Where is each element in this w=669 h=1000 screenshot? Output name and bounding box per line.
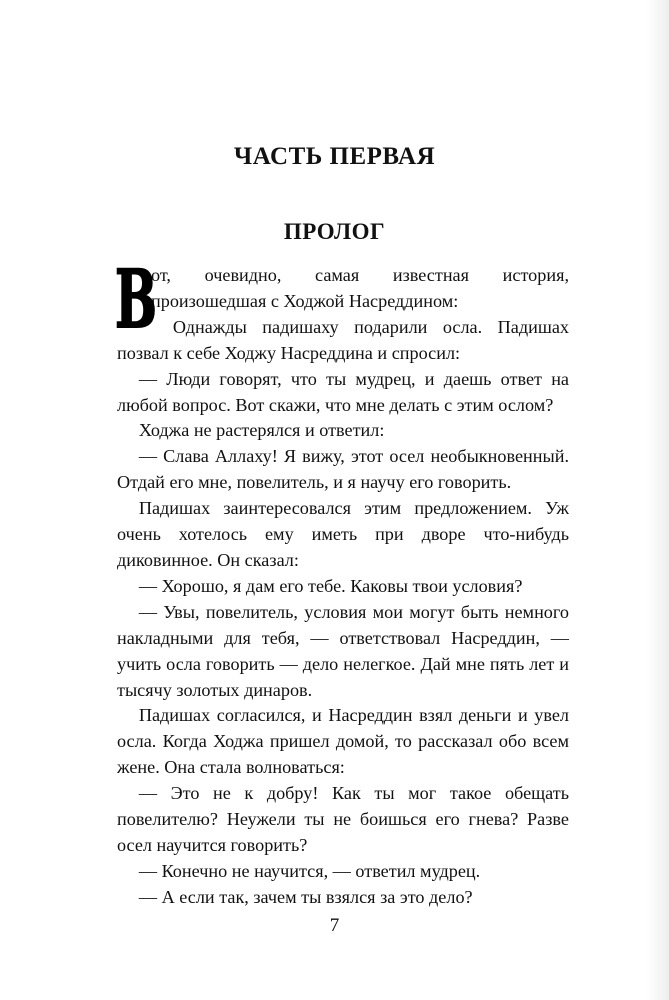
paragraph-9: Падишах согласился, и Насреддин взял деньги и увел осла. Когда Ходжа пришел домой, то рассказал обо всем жене. Она стала волноваться: xyxy=(117,705,569,778)
paragraph-3: — Люди говорят, что ты мудрец, и даешь ответ на любой вопрос. Вот скажи, что мне делать с этим ослом? xyxy=(117,368,569,415)
paragraph-4: Ходжа не растерялся и ответил: xyxy=(138,420,385,441)
paragraph-2: Однажды падишаху подарили осла. Падишах позвал к себе Ходжу Насреддина и спросил: xyxy=(117,316,569,363)
page-number: 7 xyxy=(329,915,340,936)
paragraph-text: от, очевидно, самая известная история, произошедшая с Ходжой Насреддином: xyxy=(151,265,569,311)
paragraph-8: — Увы, повелитель, условия мои могут быть немного накладными для тебя, — ответствовал Насреддин, — учить осла говорить — дело нелегкое. Дай мне пять лет и тысячу золотых динаров. xyxy=(117,601,569,700)
drop-cap-letter: В xyxy=(115,252,157,346)
paragraph-10: — Это не к добру! Как ты мог такое обещать повелителю? Неужели ты не боишься его гнева? Разве осел научится говорить? xyxy=(117,783,569,855)
paragraph-7: — Хорошо, я дам его тебе. Каковы твои условия? xyxy=(138,575,523,596)
chapter-body xyxy=(115,252,569,911)
paragraph-5: — Слава Аллаху! Я вижу, этот осел необыкновенный. Отдай его мне, повелитель, и я научу его говорить. xyxy=(117,446,569,493)
chapter-title: ПРОЛОГ xyxy=(283,219,386,244)
paragraph-12: — А если так, зачем ты взялся за это дело? xyxy=(138,886,473,907)
paragraph-11: — Конечно не научится, — ответил мудрец. xyxy=(138,860,481,881)
paragraph-6: Падишах заинтересовался этим предложением. Уж очень хотелось ему иметь при дворе что-нибудь диковинное. Он сказал: xyxy=(117,498,569,570)
part-title: ЧАСТЬ ПЕРВАЯ xyxy=(233,143,436,170)
